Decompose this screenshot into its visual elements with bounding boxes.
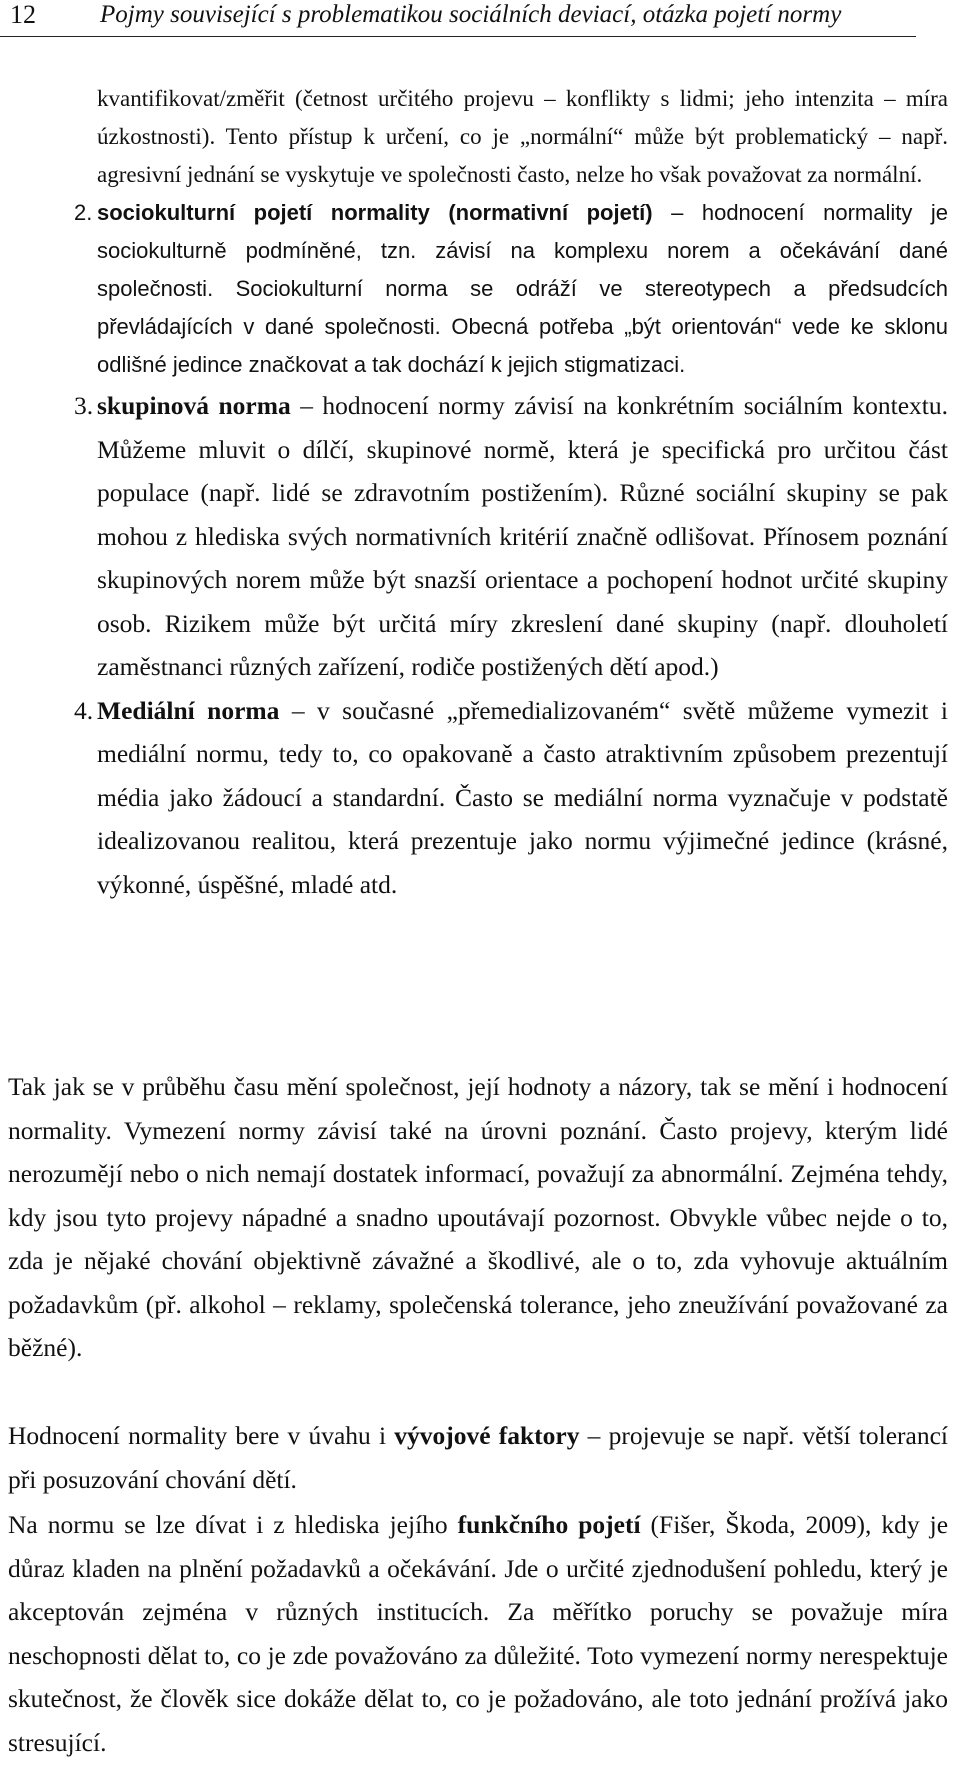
list-item-sociocultural xyxy=(0,194,948,384)
paragraph-text: Na normu se lze dívat i z hlediska jejího xyxy=(8,1510,458,1539)
paragraph-text: Hodnocení normality bere v úvahu i xyxy=(8,1421,395,1450)
list-item-media-norm xyxy=(0,689,948,907)
term-group-norm: skupinová norma xyxy=(97,391,291,420)
page-number: 12 xyxy=(10,0,36,29)
running-title: Pojmy související s problematikou sociálních deviací, otázka pojetí normy xyxy=(100,1,842,28)
term-developmental-factors: vývojové faktory xyxy=(394,1421,580,1450)
list-item-paragraph xyxy=(97,689,948,907)
normality-concepts-list xyxy=(0,80,960,906)
term-media-norm: Mediální norma xyxy=(97,695,280,725)
paragraph-text: (Fišer, Škoda, 2009), kdy je důraz kladen na plnění požadavků a očekávání. Jde o určité zjednodušení pohledu, který je akceptován zejména v různých institucích. Za měřítko poruchy se považuje míra neschopnosti dělat to, co je zde považováno za důležité. Toto vymezení normy nerespektuje skutečnost, že člověk sice dokáže dělat to, co je požadováno, ale toto jednání prožívá jako stresující. xyxy=(8,1510,949,1757)
list-item-continuation xyxy=(0,80,948,194)
list-item-text: – v současné „přemedializovaném“ světě můžeme vymezit i mediální normu, tedy to, co opakovaně a často atraktivním způsobem prezentují média jako žádoucí a standardní. Často se mediální norma vyznačuje v podstatě idealizovanou realitou, která prezentuje jako normu výjimečné jedince (krásné, výkonné, úspěšné, mladé atd. xyxy=(97,695,948,899)
paragraph-functional-concept xyxy=(8,1503,948,1764)
paragraph-developmental-factors xyxy=(8,1414,948,1501)
term-functional-concept: funkčního pojetí xyxy=(457,1510,641,1539)
list-item-text: – hodnocení normy závisí na konkrétním sociálním kontextu. Můžeme mluvit o dílčí, skupinové normě, která je specifická pro určitou část populace (např. lidé se zdravotním postižením). Různé sociální skupiny se pak mohou z hlediska svých normativních kritérií značně odlišovat. Přínosem poznání skupinových norem může být snazší orientace a pochopení hodnot určité skupiny osob. Rizikem může být určitá míry zkreslení dané skupiny (např. dlouholetí zaměstnanci různých zařízení, rodiče postižených dětí apod.) xyxy=(97,391,948,681)
list-marker: 4. xyxy=(74,695,94,725)
paragraph-society-change: Tak jak se v průběhu času mění společnost, její hodnoty a názory, tak se mění i hodnocení normality. Vymezení normy závisí také na úrovni poznání. Často projevy, kterým lidé nerozumějí nebo o nich nemají dostatek informací, považují za abnormální. Zejména tehdy, kdy jsou tyto projevy nápadné a snadno upoutávají pozornost. Obvykle vůbec nejde o to, zda je nějaké chování objektivně závažné a škodlivé, ale o to, zda vyhovuje aktuálním požadavkům (př. alkohol – reklamy, společenská tolerance, jeho zneužívání považované za běžné). xyxy=(8,1072,948,1362)
list-item-paragraph xyxy=(97,194,948,384)
list-marker: 2. xyxy=(74,200,93,225)
list-item-group-norm xyxy=(0,384,948,689)
list-item-text: kvantifikovat/změřit (četnost určitého projevu – konflikty s lidmi; jeho intenzita – míra úzkostnosti). Tento přístup k určení, co je „normální“ může být problematický – např. agresivní jednání se vyskytuje ve společnosti často, nelze ho však považovat za normální. xyxy=(97,86,948,187)
list-item-paragraph xyxy=(97,384,948,689)
paragraph-text: – projevuje se např. větší tolerancí při posuzování chování dětí. xyxy=(8,1421,948,1494)
list-marker: 3. xyxy=(74,391,94,420)
list-item-text: – hodnocení normality je sociokulturně podmíněné, tzn. závisí na komplexu norem a očekávání dané společnosti. Sociokulturní norma se odráží ve stereotypech a předsudcích převládajících v dané společnosti. Obecná potřeba „být orientován“ vede ke sklonu odlišné jedince značkovat a tak dochází k jejich stigmatizaci. xyxy=(97,200,948,377)
page-header xyxy=(0,0,916,37)
term-sociocultural: sociokulturní pojetí normality (normativní pojetí) xyxy=(97,200,653,225)
